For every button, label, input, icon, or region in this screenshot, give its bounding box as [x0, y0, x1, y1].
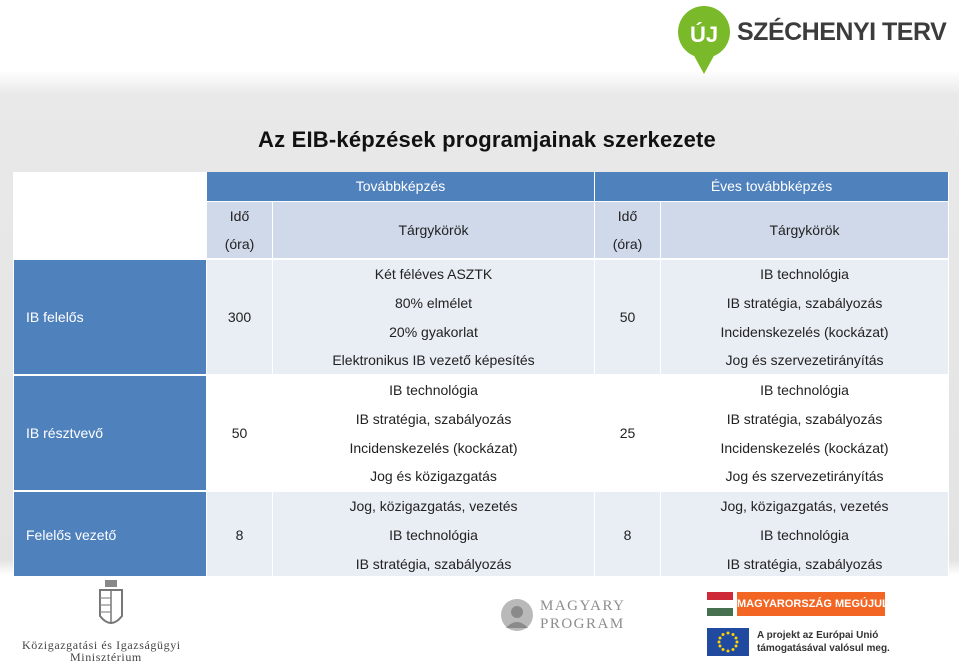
eu-flag-icon: [707, 628, 749, 656]
magyarorszag-megujul-logo: [707, 588, 889, 620]
topic-cell: IB technológia: [273, 375, 595, 404]
page-title: Az EIB-képzések programjainak szerkezete: [258, 127, 716, 152]
table-header-row: [14, 172, 949, 201]
eu-text-line1: A projekt az Európai Unió: [757, 630, 879, 641]
role-felelos-vezeto: Felelős vezető: [14, 491, 207, 578]
magyary-line1: MAGYARY: [540, 598, 626, 614]
magyary-program-logo: [500, 596, 640, 636]
role-ib-resztvevo: IB résztvevő: [14, 375, 207, 491]
program-structure-table: [13, 172, 949, 578]
hours-continuing: 300: [207, 259, 273, 375]
ministry-name-line1: Közigazgatási és Igazságügyi: [22, 638, 181, 652]
table-corner: [14, 172, 207, 201]
topic-cell: Két féléves ASZTK: [273, 259, 595, 288]
magyary-portrait-icon: [500, 598, 534, 632]
topic-cell: IB stratégia, szabályozás: [661, 549, 949, 578]
table-row: [14, 259, 949, 288]
topic-cell: IB stratégia, szabályozás: [273, 549, 595, 578]
logo-strip: [0, 576, 959, 663]
table-row: [14, 375, 949, 404]
hours-annual: 25: [595, 375, 661, 491]
table-row: [14, 491, 949, 520]
topic-cell: Jog és szervezetirányítás: [661, 346, 949, 375]
eu-text-line2: támogatásával valósul meg.: [757, 643, 890, 654]
topic-cell: IB technológia: [273, 520, 595, 549]
hours-annual: 50: [595, 259, 661, 375]
table-subheader-row: [14, 201, 949, 259]
topic-cell: Incidenskezelés (kockázat): [661, 433, 949, 462]
subheader-empty: [14, 201, 207, 259]
topic-cell: Jog és szervezetirányítás: [661, 462, 949, 491]
role-ib-felelos: IB felelős: [14, 259, 207, 375]
ministry-logo: [22, 576, 222, 663]
hours-continuing: 50: [207, 375, 273, 491]
topic-cell: 80% elmélet: [273, 288, 595, 317]
szechenyi-pin-icon: [676, 4, 734, 80]
subheader-time-1: [207, 201, 273, 259]
eu-support-logo: [707, 628, 917, 658]
subheader-topics-2: Tárgykörök: [661, 201, 949, 259]
mmg-banner: MAGYARORSZÁG MEGÚJUL: [737, 592, 885, 616]
topic-cell: IB stratégia, szabályozás: [661, 288, 949, 317]
hours-continuing: 8: [207, 491, 273, 578]
header-group-continuing-training: Továbbképzés: [207, 172, 595, 201]
topic-cell: Incidenskezelés (kockázat): [273, 433, 595, 462]
szechenyi-terv-text: SZÉCHENYI TERV: [737, 18, 947, 46]
time-unit: (óra): [224, 235, 255, 252]
topic-cell: IB technológia: [661, 259, 949, 288]
coat-of-arms-icon: [96, 578, 126, 634]
topic-cell: Elektronikus IB vezető képesítés: [273, 346, 595, 375]
time-unit: (óra): [612, 235, 643, 252]
topic-cell: IB stratégia, szabályozás: [661, 404, 949, 433]
topic-cell: IB stratégia, szabályozás: [273, 404, 595, 433]
hours-annual: 8: [595, 491, 661, 578]
topic-cell: 20% gyakorlat: [273, 317, 595, 346]
szechenyi-terv-logo: [676, 4, 947, 80]
time-label: Idő: [229, 207, 250, 224]
hungarian-flag-icon: [707, 592, 733, 616]
topic-cell: Jog és közigazgatás: [273, 462, 595, 491]
header-group-annual-training: Éves továbbképzés: [595, 172, 949, 201]
ministry-name-line2: Minisztérium: [70, 650, 142, 663]
topic-cell: IB technológia: [661, 520, 949, 549]
topic-cell: Jog, közigazgatás, vezetés: [661, 491, 949, 520]
topic-cell: Jog, közigazgatás, vezetés: [273, 491, 595, 520]
topic-cell: IB technológia: [661, 375, 949, 404]
subheader-topics-1: Tárgykörök: [273, 201, 595, 259]
magyary-line2: PROGRAM: [540, 616, 625, 632]
topic-cell: Incidenskezelés (kockázat): [661, 317, 949, 346]
svg-text:ÚJ: ÚJ: [689, 22, 719, 47]
time-label: Idő: [617, 207, 638, 224]
subheader-time-2: [595, 201, 661, 259]
